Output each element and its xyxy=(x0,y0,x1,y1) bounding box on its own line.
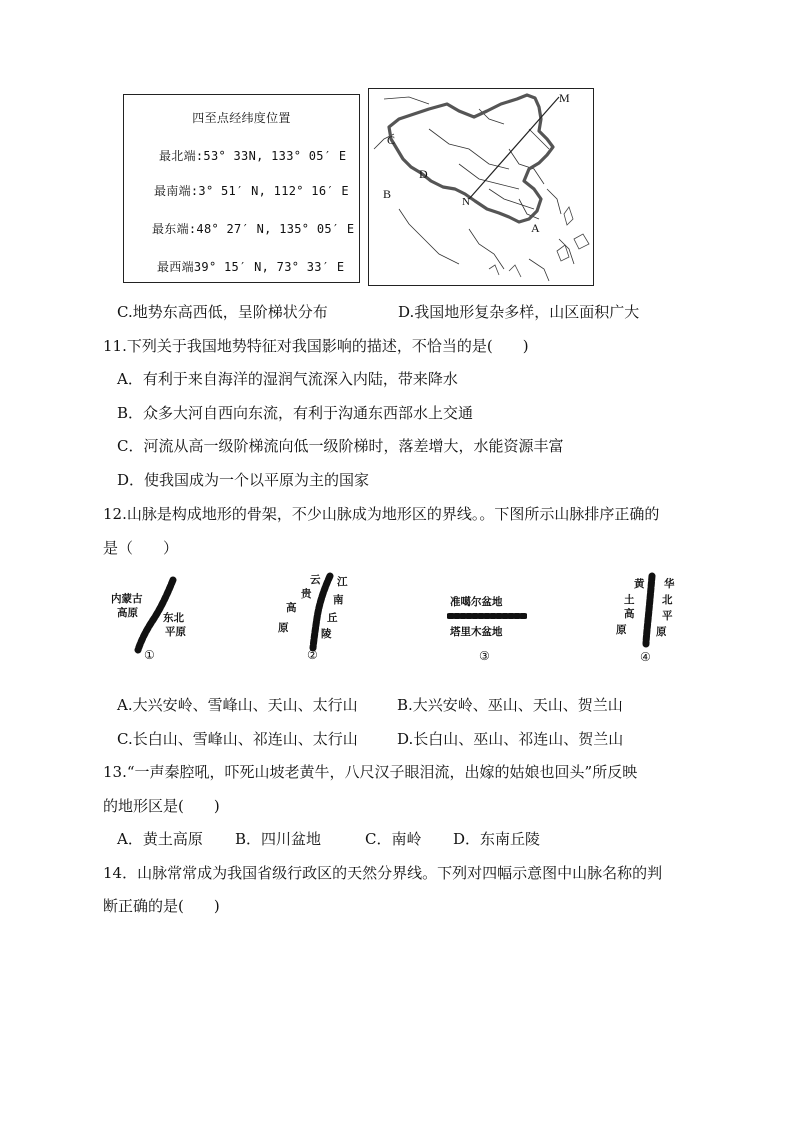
fig4-label-hua: 华 xyxy=(664,578,675,590)
mountain-figure-2 xyxy=(275,568,355,668)
q12-option-a: A.大兴安岭、雪峰山、天山、太行山 xyxy=(117,696,358,714)
q10-option-d: D.我国地形复杂多样，山区面积广大 xyxy=(398,303,640,321)
q11-option-d: D．使我国成为一个以平原为主的国家 xyxy=(117,471,370,489)
q11-option-b: B．众多大河自西向东流，有利于沟通东西部水上交通 xyxy=(117,404,474,422)
westernmost-point: 最西端39° 15′ N, 73° 33′ E xyxy=(157,260,345,274)
q11-option-a: A．有利于来自海洋的湿润气流深入内陆，带来降水 xyxy=(117,370,458,388)
easternmost-point: 最东端:48° 27′ N, 135° 05′ E xyxy=(152,222,355,236)
fig4-label-huang: 黄 xyxy=(634,578,645,590)
q14-stem-line2: 断正确的是( ) xyxy=(103,897,220,915)
fig4-label-ping: 平 xyxy=(662,610,673,622)
fig1-number: ① xyxy=(144,648,155,662)
fig4-label-yuan: 原 xyxy=(616,624,627,636)
q12-stem-line1: 12.山脉是构成地形的骨架，不少山脉成为地形区的界线。。下图所示山脉排序正确的 xyxy=(103,505,660,523)
fig4-label-yuan2: 原 xyxy=(656,626,667,638)
q11-stem: 11.下列关于我国地势特征对我国影响的描述，不恰当的是( ) xyxy=(103,337,529,355)
q12-option-b: B.大兴安岭、巫山、天山、贺兰山 xyxy=(397,696,623,714)
q13-stem-line1: 13.“一声秦腔吼，吓死山坡老黄牛，八尺汉子眼泪流，出嫁的姑娘也回头”所反映 xyxy=(103,763,638,781)
q12-option-d: D.长白山、巫山、祁连山、贺兰山 xyxy=(397,730,624,748)
q13-stem-line2: 的地形区是( ) xyxy=(103,797,220,815)
fig1-label-inner-mongolia: 内蒙古 xyxy=(111,593,143,605)
northernmost-point: 最北端:53° 33N, 133° 05′ E xyxy=(159,149,347,163)
q12-stem-line2: 是（ ） xyxy=(103,539,179,557)
fig2-number: ② xyxy=(307,648,318,662)
q12-option-c: C.长白山、雪峰山、祁连山、太行山 xyxy=(117,730,358,748)
map-label-c: C xyxy=(387,133,396,147)
fig4-label-bei: 北 xyxy=(662,594,673,606)
q13-option-c: C．南岭 xyxy=(365,830,422,848)
mountain-figure-4 xyxy=(610,572,690,668)
q13-option-d: D．东南丘陵 xyxy=(453,830,541,848)
fig2-label-ling: 陵 xyxy=(321,628,332,640)
q13-option-a: A．黄土高原 xyxy=(117,830,203,848)
coordinate-table xyxy=(123,94,360,283)
china-map-graphic xyxy=(369,89,594,286)
china-map xyxy=(368,88,594,286)
fig1-label-northeast: 东北 xyxy=(163,612,184,624)
mountain-range-4-graphic xyxy=(610,572,690,652)
fig4-label-gao: 高 xyxy=(624,608,635,620)
mountain-figure-3 xyxy=(447,590,527,668)
fig2-label-jiang: 江 xyxy=(337,576,348,588)
coordinate-table-title: 四至点经纬度位置 xyxy=(192,111,291,125)
map-label-a: A xyxy=(531,221,540,235)
map-label-d: D xyxy=(419,167,428,181)
fig2-label-yun: 云 xyxy=(310,574,321,586)
southernmost-point: 最南端:3° 51′ N, 112° 16′ E xyxy=(154,184,349,198)
map-label-n: N xyxy=(462,196,470,208)
fig2-label-qiu: 丘 xyxy=(327,612,338,624)
q14-stem-line1: 14．山脉常常成为我国省级行政区的天然分界线。下列对四幅示意图中山脉名称的判 xyxy=(103,864,663,882)
fig2-label-gao: 高 xyxy=(286,602,297,614)
fig3-number: ③ xyxy=(479,649,490,663)
map-label-m: M xyxy=(559,91,570,105)
fig3-label-junggar: 准噶尔盆地 xyxy=(450,596,503,608)
fig1-label-plateau: 高原 xyxy=(117,607,138,619)
map-label-b: B xyxy=(383,187,392,201)
fig2-label-nan: 南 xyxy=(333,594,344,606)
mountain-figure-1 xyxy=(103,575,193,670)
fig2-label-gui: 贵 xyxy=(301,588,312,600)
fig1-label-plain: 平原 xyxy=(165,626,186,638)
q10-option-c: C.地势东高西低，呈阶梯状分布 xyxy=(117,303,328,321)
fig4-label-tu: 土 xyxy=(624,594,635,606)
q13-option-b: B．四川盆地 xyxy=(235,830,322,848)
mountain-range-3-graphic xyxy=(447,610,527,622)
fig2-label-yuan: 原 xyxy=(278,622,289,634)
fig3-label-tarim: 塔里木盆地 xyxy=(450,626,503,638)
q11-option-c: C．河流从高一级阶梯流向低一级阶梯时，落差增大，水能资源丰富 xyxy=(117,437,564,455)
fig4-number: ④ xyxy=(640,650,651,664)
